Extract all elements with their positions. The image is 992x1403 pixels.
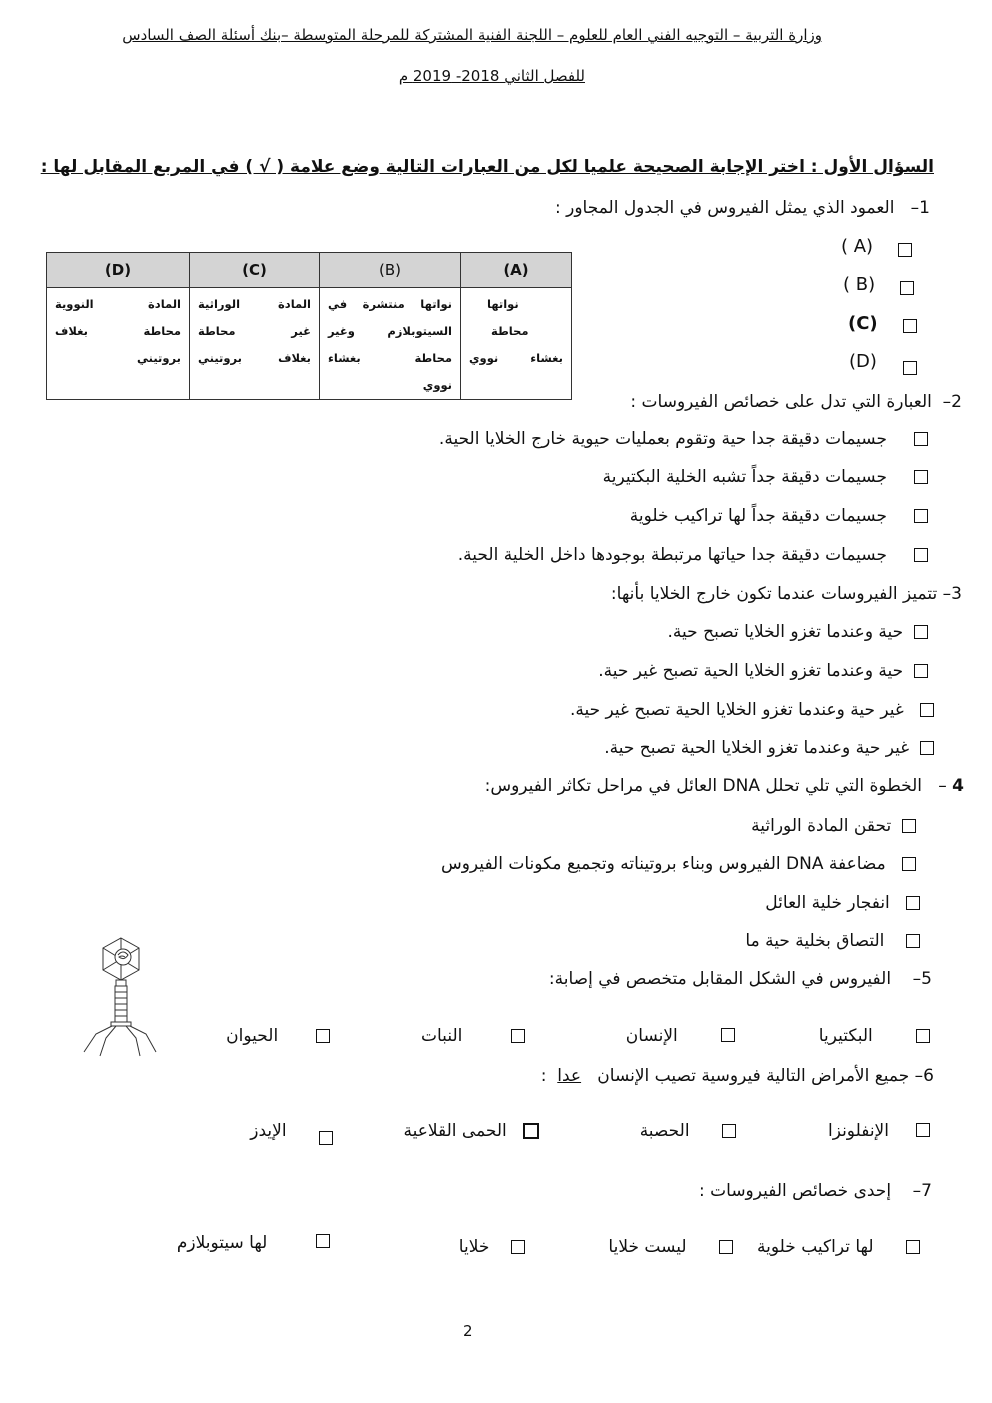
cell-a — [461, 288, 572, 400]
question-text: الفيروس في الشكل المقابل متخصص في إصابة: — [548, 969, 892, 989]
q7-option-2 — [608, 1237, 733, 1257]
q6-option-3-checkbox[interactable] — [523, 1123, 539, 1139]
q6-option-1-checkbox[interactable] — [916, 1123, 930, 1137]
question-number: 3– — [942, 584, 962, 604]
q7-option-3 — [459, 1237, 525, 1257]
q5-option-4-checkbox[interactable] — [316, 1029, 330, 1043]
q1-option-b — [843, 274, 875, 295]
column-header-a: (A) — [461, 253, 572, 288]
q1-option-c — [848, 313, 878, 334]
column-header-b: (B) — [320, 253, 461, 288]
question-number: 2– — [942, 392, 962, 412]
column-header-d: (D) — [47, 253, 190, 288]
cell-c — [190, 288, 320, 400]
q4-option-4 — [745, 931, 920, 951]
option-label: الحمى القلاعية — [403, 1121, 507, 1141]
option-label: لها سيتوبلازم — [176, 1233, 268, 1253]
q5-option-2 — [626, 1026, 735, 1046]
q3-option-4-checkbox[interactable] — [920, 741, 934, 755]
q5-option-1-checkbox[interactable] — [916, 1029, 930, 1043]
q2-option-3-checkbox[interactable] — [914, 509, 928, 523]
q4-option-1-checkbox[interactable] — [902, 819, 916, 833]
option-label: ( A) — [841, 236, 874, 257]
option-label: لها تراكيب خلوية — [757, 1237, 874, 1257]
option-label: الإيدز — [250, 1121, 287, 1141]
question-text: تتميز الفيروسات عندما تكون خارج الخلايا بأنها: — [610, 584, 938, 604]
cell-line: بغلاف بروتيني — [198, 351, 311, 365]
cell-line: محاطة — [491, 324, 529, 338]
header-line-1: وزارة التربية – التوجيه الفني العام للعلوم – اللجنة الفنية المشتركة للمرحلة المتوسطة –بنك أسئلة الصف السادس — [122, 26, 822, 44]
q6-option-4 — [250, 1121, 333, 1141]
question-number: 6– — [914, 1066, 934, 1086]
q4-option-3-checkbox[interactable] — [906, 896, 920, 910]
cell-line: المادة النووية — [55, 297, 181, 311]
q3-option-1-checkbox[interactable] — [914, 625, 928, 639]
option-label: تحقن المادة الوراثية — [751, 816, 892, 836]
cell-line: المادة الوراثية — [198, 297, 311, 311]
q6-option-2 — [640, 1121, 736, 1141]
option-label: الإنفلونزا — [827, 1121, 889, 1141]
option-label: التصاق بخلية حية ما — [745, 931, 885, 951]
cell-line: نواتها منتشرة في — [328, 297, 452, 311]
option-label: الحصبة — [639, 1121, 690, 1141]
q4-option-2 — [441, 854, 916, 874]
option-label: الإنسان — [625, 1026, 678, 1046]
option-label: (D) — [849, 351, 877, 372]
question-colon: : — [540, 1066, 547, 1086]
q1-option-a-checkbox[interactable] — [898, 243, 912, 257]
q7-option-3-checkbox[interactable] — [511, 1240, 525, 1254]
question-dash: – — [938, 776, 947, 796]
q4-option-3 — [765, 893, 920, 913]
q1-option-d — [849, 351, 877, 372]
question-text: الخطوة التي تلي تحلل DNA العائل في مراحل تكاثر الفيروس: — [484, 776, 923, 796]
option-label: جسيمات دقيقة جداً تشبه الخلية البكتيرية — [602, 467, 887, 487]
table-header-row — [47, 253, 572, 288]
q4-option-4-checkbox[interactable] — [906, 934, 920, 948]
question-6 — [541, 1066, 934, 1086]
cell-line: بغشاء نووي — [469, 351, 563, 365]
option-label: غير حية وعندما تغزو الخلايا الحية تصبح حية. — [604, 738, 910, 758]
question-number: 7– — [912, 1181, 932, 1201]
cell-line: محاطة بغلاف — [55, 324, 181, 338]
option-label: حية وعندما تغزو الخلايا تصبح حية. — [667, 622, 904, 642]
option-label: البكتيريا — [818, 1026, 873, 1046]
q5-option-3-checkbox[interactable] — [511, 1029, 525, 1043]
q7-option-1-checkbox[interactable] — [906, 1240, 920, 1254]
virus-comparison-table — [46, 252, 572, 400]
cell-d — [47, 288, 190, 400]
q6-option-2-checkbox[interactable] — [722, 1124, 736, 1138]
q2-option-3 — [630, 506, 928, 526]
q2-option-4 — [458, 545, 928, 565]
option-label: ليست خلايا — [608, 1237, 687, 1257]
q1-option-a — [841, 236, 873, 257]
question-3 — [611, 584, 962, 604]
question-5 — [549, 969, 932, 989]
option-label: مضاعفة DNA الفيروس وبناء بروتيناته وتجميع مكونات الفيروس — [440, 854, 886, 874]
question-number: 4 — [952, 776, 964, 796]
q2-option-1 — [439, 429, 928, 449]
q4-option-1 — [751, 816, 916, 836]
q7-option-2-checkbox[interactable] — [719, 1240, 733, 1254]
cell-b — [320, 288, 461, 400]
option-label: (C) — [848, 313, 878, 334]
option-label: النبات — [421, 1026, 463, 1046]
q6-option-4-checkbox[interactable] — [319, 1131, 333, 1145]
q3-option-2 — [598, 661, 928, 681]
section-title: السؤال الأول : اختر الإجابة الصحيحة علميا لكل من العبارات التالية وضع علامة ( √ ) في المربع المقابل لها : — [40, 157, 934, 177]
cell-line: بروتيني — [137, 351, 181, 365]
question-text: جميع الأمراض التالية فيروسية تصيب الإنسان — [597, 1066, 910, 1086]
q2-option-1-checkbox[interactable] — [914, 432, 928, 446]
q3-option-1 — [668, 622, 928, 642]
q1-option-d-checkbox[interactable] — [903, 361, 917, 375]
q2-option-2-checkbox[interactable] — [914, 470, 928, 484]
option-label: غير حية وعندما تغزو الخلايا الحية تصبح غير حية. — [569, 700, 904, 720]
q6-option-3 — [403, 1121, 539, 1141]
header-line-2: للفصل الثاني 2018- 2019 م — [398, 67, 585, 85]
question-text: العبارة التي تدل على خصائص الفيروسات : — [630, 392, 932, 412]
question-4 — [485, 776, 964, 796]
option-label: جسيمات دقيقة جدا حية وتقوم بعمليات حيوية خارج الخلايا الحية. — [438, 429, 887, 449]
q1-option-c-checkbox[interactable] — [903, 319, 917, 333]
cell-line: نواتها — [487, 297, 519, 311]
question-text: العمود الذي يمثل الفيروس في الجدول المجاور : — [554, 198, 895, 218]
q6-option-1 — [828, 1121, 930, 1141]
q4-option-2-checkbox[interactable] — [902, 857, 916, 871]
cell-line: محاطة بغشاء — [328, 351, 452, 365]
question-text: إحدى خصائص الفيروسات : — [699, 1181, 892, 1201]
option-label: جسيمات دقيقة جداً لها تراكيب خلوية — [629, 506, 887, 526]
cell-line: السيتوبلازم وغير — [328, 324, 452, 338]
q5-option-1 — [819, 1026, 930, 1046]
question-7 — [699, 1181, 932, 1201]
q5-option-4 — [226, 1026, 330, 1046]
page-number: 2 — [463, 1322, 473, 1340]
q3-option-4 — [604, 738, 934, 758]
q3-option-3 — [570, 700, 934, 720]
option-label: خلايا — [458, 1237, 490, 1257]
bacteriophage-illustration — [78, 934, 160, 1058]
q7-option-4 — [177, 1233, 330, 1253]
except-word: عدا — [557, 1066, 582, 1086]
cell-line: نووي — [422, 378, 452, 392]
column-header-c: (C) — [190, 253, 320, 288]
option-label: ( B) — [843, 274, 876, 295]
option-label: جسيمات دقيقة جدا حياتها مرتبطة بوجودها داخل الخلية الحية. — [457, 545, 887, 565]
question-1 — [555, 198, 930, 218]
cell-line: غير محاطة — [198, 324, 311, 338]
q1-option-b-checkbox[interactable] — [900, 281, 914, 295]
option-label: انفجار خلية العائل — [765, 893, 890, 913]
q5-option-3 — [421, 1026, 525, 1046]
question-number: 1– — [910, 198, 930, 218]
q7-option-1 — [757, 1237, 920, 1257]
q3-option-2-checkbox[interactable] — [914, 664, 928, 678]
question-number: 5– — [912, 969, 932, 989]
question-2 — [630, 392, 962, 412]
option-label: حية وعندما تغزو الخلايا الحية تصبح غير حية. — [598, 661, 904, 681]
q7-option-4-checkbox[interactable] — [316, 1234, 330, 1248]
q2-option-2 — [603, 467, 928, 487]
table-row — [47, 288, 572, 400]
q3-option-3-checkbox[interactable] — [920, 703, 934, 717]
option-label: الحيوان — [226, 1026, 279, 1046]
q2-option-4-checkbox[interactable] — [914, 548, 928, 562]
q5-option-2-checkbox[interactable] — [721, 1028, 735, 1042]
